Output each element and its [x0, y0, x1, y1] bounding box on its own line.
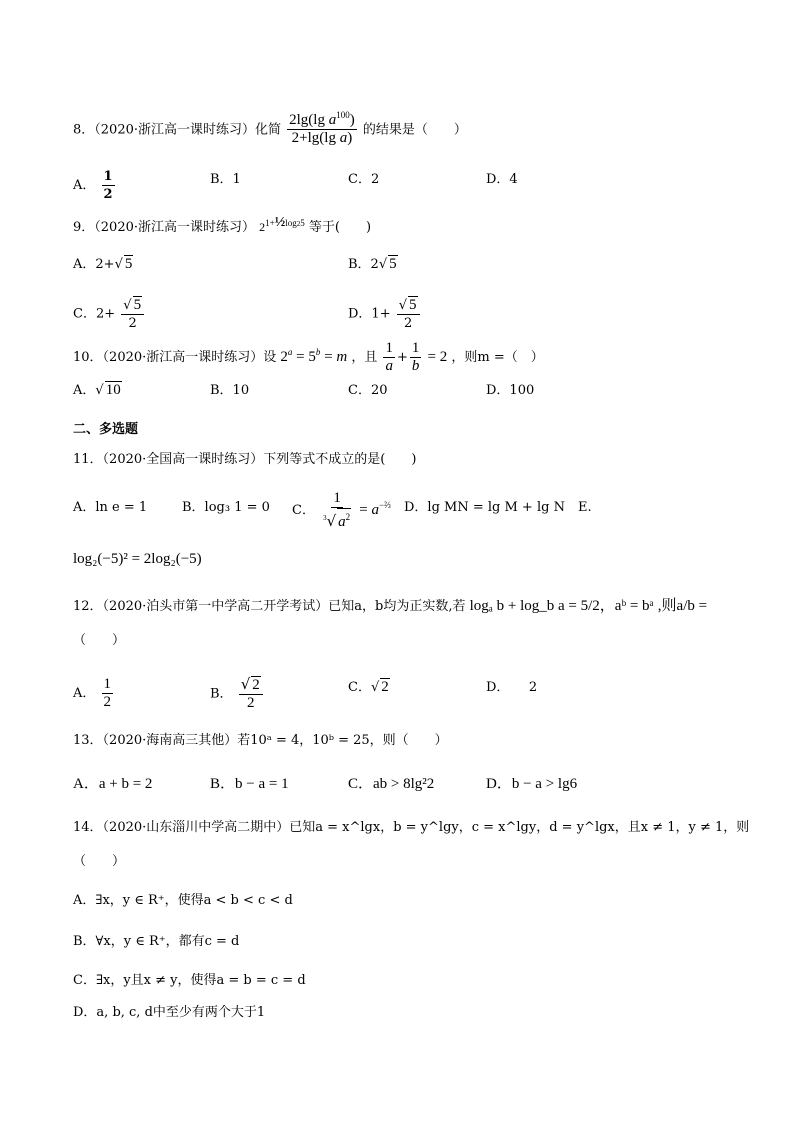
q13-stem: 13．（2020·海南高三其他）若10ᵃ = 4，10ᵇ = 25，则（ ） [73, 733, 448, 748]
q9-option-a [73, 255, 133, 275]
q9-option-b [348, 255, 398, 275]
q9-a-radicand: 5 [124, 256, 133, 272]
q9-c-frac [121, 296, 144, 332]
q10-option-a [73, 381, 122, 401]
q8-frac-num: 2lg(lg $a^{100}$) [287, 107, 357, 130]
q11-option-b: B．log₃ 1 = 0 [182, 500, 270, 515]
q10-option-d: D．100 [486, 383, 535, 398]
q8-fraction [287, 107, 357, 147]
q9-option-c [73, 296, 146, 332]
q12-option-b [210, 676, 265, 712]
q8-option-d: D．4 [486, 172, 518, 187]
q8-stem-line [73, 110, 467, 147]
q8-a-label: A． [73, 178, 96, 193]
sqrt-icon: √ [398, 298, 408, 313]
q11-option-c [292, 490, 391, 531]
q12-option-c: C．√ 2 [348, 679, 389, 695]
q8-tail: 的结果是（ ） [362, 122, 467, 138]
q12-option-d: D． 2 [486, 680, 538, 695]
q9-tail: 等于( ) [308, 220, 372, 235]
q11-option-e: E. [578, 500, 592, 515]
q12-condition: logₐ b + log_b a = 5/2，aᵇ = bᵃ [469, 598, 654, 614]
q12-b-label: B． [210, 686, 233, 702]
q10-frac-b: $\frac{1}{b}$ [411, 340, 420, 374]
q8-a-frac [102, 168, 115, 203]
q13-option-d: D．b − a > lg6 [486, 776, 578, 792]
q14-option-d: D．a, b, c, d中至少有两个大于1 [73, 1005, 266, 1020]
section-heading: 二、多选题 [73, 422, 139, 437]
q10-condition: $2^a = 5^b = m$ [280, 347, 348, 365]
q10-frac-a: $\frac{1}{a}$ [385, 340, 393, 374]
q9-b-text: B．2 [348, 257, 379, 272]
q9-b-radicand: 5 [389, 256, 397, 272]
q12-a-frac: $\frac{1}{2}$ [103, 676, 112, 710]
q9-c-num: 5 [133, 297, 142, 313]
q12-b-frac: $\frac{√ 2}{2}$ [239, 676, 263, 712]
sqrt-icon: √ [370, 680, 380, 695]
q11-c-label: C． [292, 503, 315, 518]
q10-stem-line: 10．（2020·浙江高一课时练习）设 $2^a = 5^b = m$ ，且 $\frac{1}{a}$ + $\frac{1}{b}$ = 2 ，则m =（ ） [73, 340, 544, 374]
q13-option-a: A．a + b = 2 [73, 776, 153, 792]
q10-tail: ，则m =（ ） [451, 350, 544, 365]
q10-mid: ，且 [351, 350, 378, 365]
q10-stem: 10．（2020·浙江高一课时练习）设 [73, 350, 277, 365]
q12-tail: ,则a/b = [657, 598, 708, 614]
q9-option-d [348, 296, 422, 332]
q12-stem: 12．（2020·泊头市第一中学高二开学考试）已知a，b均为正实数,若 [73, 599, 466, 614]
sqrt-icon: √ [114, 257, 123, 272]
q9-stem-line [73, 213, 371, 238]
q12-option-a [73, 676, 115, 711]
q9-d-num: 5 [409, 297, 417, 313]
q9-d-text: D．1+ [348, 306, 391, 322]
sqrt-icon: √ [95, 383, 104, 398]
sqrt-icon: √ [378, 257, 388, 272]
q10-a-radicand: 10 [105, 382, 121, 398]
q11-option-d: D．lg MN = lg M + lg N [404, 500, 565, 515]
q11-option-a: A．ln e = 1 [73, 500, 148, 515]
q10-a-label: A． [73, 383, 96, 398]
q10-eq: = 2 [427, 349, 448, 365]
q9-d-den: 2 [403, 316, 413, 331]
q11-stem: 11．（2020·全国高一课时练习）下列等式不成立的是( ) [73, 452, 417, 467]
q8-a-num: 1 [103, 169, 113, 184]
q9-c-text: C．2+ [73, 306, 116, 322]
q14-option-b: B．∀x，y ∈ R⁺，都有c = d [73, 934, 240, 949]
q11-c-frac: $\frac{1}{^3√ a^2}$ [323, 490, 351, 530]
q9-expr: $2^{1+\frac{1}{2}log25}$ [259, 215, 305, 234]
q13-option-b: B．b − a = 1 [210, 776, 289, 792]
q8-option-c: C．2 [348, 172, 380, 187]
sqrt-icon: √ [123, 298, 132, 313]
q9-d-frac [397, 296, 420, 332]
q10-option-b: B．10 [210, 383, 250, 398]
q12-c-label: C． [348, 680, 371, 695]
q8-frac-den: 2+lg(lg a) [291, 130, 353, 146]
q9-stem: 9．（2020·浙江高一课时练习） [73, 220, 255, 235]
q14-stem: 14．（2020·山东淄川中学高二期中）已知a = x^lgx，b = y^lgy，c = x^lgy，d = y^lgx，且x ≠ 1，y ≠ 1，则 [73, 820, 750, 835]
q11-option-e-content: log₂(−5)² = 2log₂(−5) [73, 551, 202, 567]
q9-c-den: 2 [128, 316, 137, 331]
q13-option-c: C．ab > 8lg²2 [348, 776, 435, 792]
q14-paren: （ ） [73, 854, 126, 869]
q14-option-a: A．∃x，y ∈ R⁺，使得a < b < c < d [73, 893, 293, 908]
q10-option-c: C．20 [348, 383, 388, 398]
q8-stem: 8．（2020·浙江高一课时练习）化简 [73, 122, 281, 138]
q11-c-rhs: = $a^{-\frac{2}{3}}$ [359, 500, 391, 518]
q8-option-a [73, 168, 117, 203]
q14-option-c: C．∃x，y且x ≠ y，使得a = b = c = d [73, 973, 306, 988]
q8-a-den: 2 [103, 187, 113, 202]
q9-a-text: A．2+ [73, 257, 115, 272]
q12-paren: （ ） [73, 633, 126, 648]
q12-a-label: A． [73, 686, 96, 701]
q12-stem-line [73, 596, 707, 617]
q8-option-b: B．1 [210, 172, 241, 187]
